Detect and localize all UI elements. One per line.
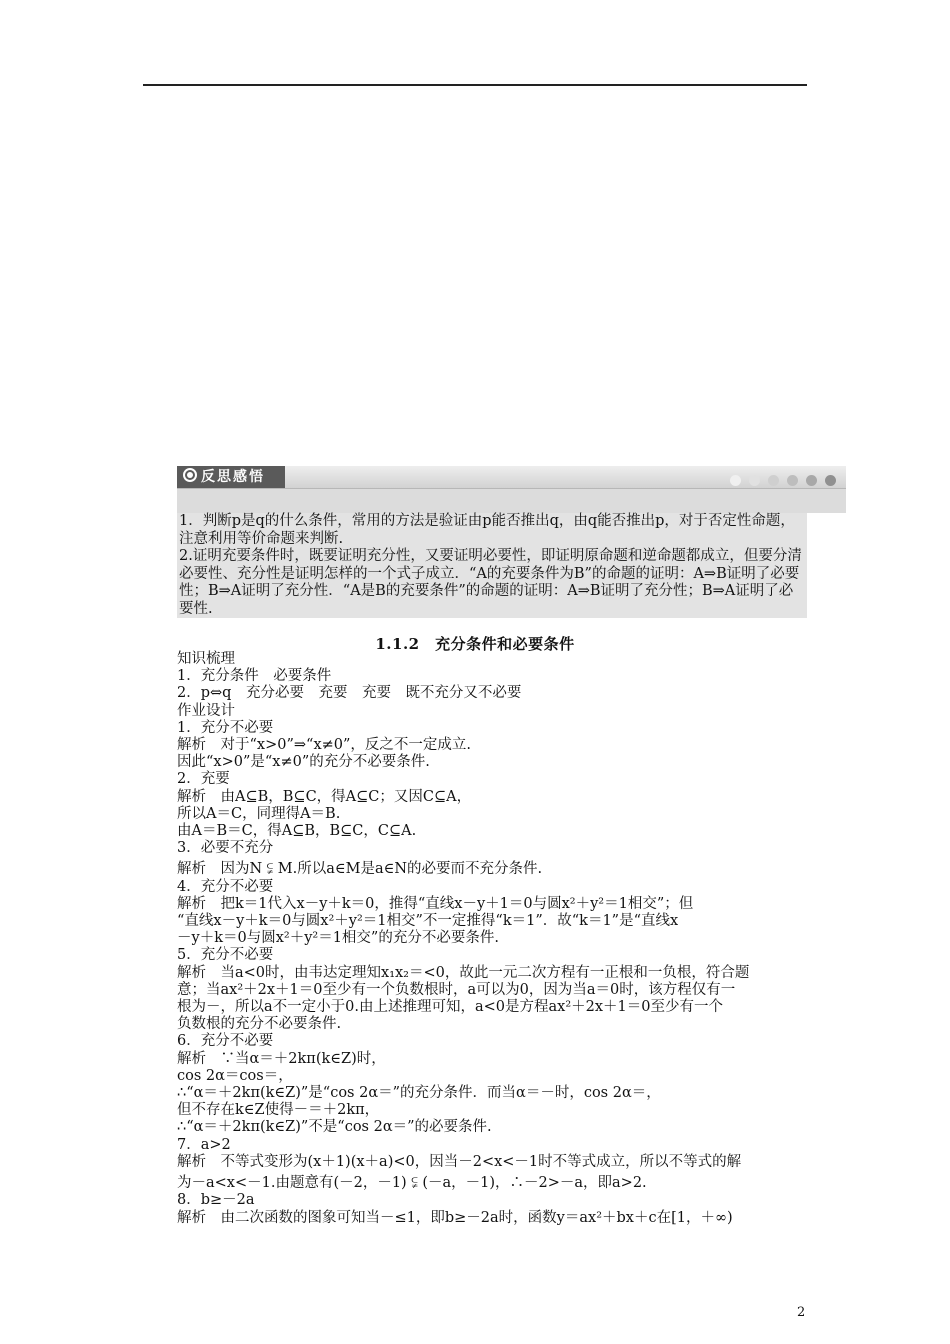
answer-content (177, 651, 807, 1227)
text-line: 解析 不等式变形为(x＋1)(x＋a)<0，因当－2<x<－1时不等式成立，所以不等式的解 (177, 1153, 742, 1170)
text-line: “直线x－y＋k＝0与圆x²＋y²＝1相交”不一定推得“k＝1”．故“k＝1”是“直线x (177, 913, 679, 930)
text-line: 知识梳理 (177, 651, 235, 667)
text-line: 解析 由A⊆B，B⊆C，得A⊆C；又因C⊆A， (177, 788, 472, 805)
dot-icon (749, 475, 760, 486)
reflection-paragraph: 2.证明充要条件时，既要证明充分性，又要证明必要性，即证明原命题和逆命题都成立，但要分清必要性、充分性是证明怎样的一个式子成立．“A的充要条件为B”的命题的证明：A⇒B证明了必要性；B⇒A证明了充分性．“A是B的充要条件”的命题的证明：A⇒B证明了充分性；B⇒A证明了必要性. (177, 548, 807, 618)
text-line: 但不存在k∈Z使得－＝＋2kπ， (177, 1102, 380, 1119)
text-line: 8．b≥－2a (177, 1192, 255, 1209)
text-line: 2．p⇔q 充分必要 充要 充要 既不充分又不必要 (177, 685, 522, 702)
text-line: 解析 当a<0时，由韦达定理知x₁x₂＝<0，故此一元二次方程有一正根和一负根，符合题 (177, 964, 750, 981)
text-line: 1．充分条件 必要条件 (177, 668, 332, 685)
text-line: 解析 把k＝1代入x－y＋k＝0，推得“直线x－y＋1＝0与圆x²＋y²＝1相交”；但 (177, 895, 694, 912)
text-line: 因此“x>0”是“x≠0”的充分不必要条件. (177, 754, 430, 771)
text-line: 3．必要不充分 (177, 840, 274, 857)
text-line: 5．充分不必要 (177, 947, 274, 964)
text-line: ∴“α＝＋2kπ(k∈Z)”不是“cos 2α＝”的必要条件. (177, 1119, 492, 1136)
text-line: 由A＝B＝C，得A⊆B，B⊆C，C⊆A. (177, 823, 417, 840)
reflection-paragraph: 1．判断p是q的什么条件，常用的方法是验证由p能否推出q，由q能否推出p，对于否定性命题，注意利用等价命题来判断. (177, 513, 807, 548)
text-line: 意；当ax²＋2x＋1＝0至少有一个负数根时，a可以为0，因为当a＝0时，该方程仅有一 (177, 981, 736, 998)
text-line: 6．充分不必要 (177, 1033, 274, 1050)
text-line: cos 2α＝cos＝， (177, 1067, 293, 1084)
text-line: 1．充分不必要 (177, 719, 274, 736)
text-line: 解析 对于“x>0”⇒“x≠0”，反之不一定成立. (177, 737, 472, 754)
page-number: 2 (797, 1305, 806, 1320)
text-line: 根为－，所以a不一定小于0.由上述推理可知，a<0是方程ax²＋2x＋1＝0至少有一个 (177, 999, 723, 1016)
dot-icon (768, 475, 779, 486)
reflection-body (177, 513, 807, 618)
text-line: 作业设计 (177, 702, 235, 719)
text-line: 所以A＝C，同理得A＝B. (177, 805, 341, 822)
reflection-header-bar (177, 466, 846, 489)
reflection-title-text: 反思感悟 (201, 469, 265, 485)
dot-icon (806, 475, 817, 486)
dot-icon (730, 475, 741, 486)
text-line: 解析 由二次函数的图象可知当－≤1，即b≥－2a时，函数y＝ax²＋bx＋c在[1，＋∞) (177, 1209, 733, 1226)
text-line: 解析 ∵当α＝＋2kπ(k∈Z)时， (177, 1050, 386, 1067)
text-line: 解析 因为N ⫋ M.所以a∈M是a∈N的必要而不充分条件. (177, 861, 543, 878)
text-line: 2．充要 (177, 771, 230, 788)
dot-icon (825, 475, 836, 486)
dot-icon (787, 475, 798, 486)
reflection-title (177, 466, 285, 488)
text-line: ∴“α＝＋2kπ(k∈Z)”是“cos 2α＝”的充分条件．而当α＝－时，cos 2α＝， (177, 1085, 661, 1102)
text-line: －y＋k＝0与圆x²＋y²＝1相交”的充分不必要条件. (177, 930, 499, 947)
text-line: 4．充分不必要 (177, 878, 274, 895)
reflection-band (177, 489, 846, 513)
decorative-dots (722, 471, 836, 490)
section-title: 1.1.2 充分条件和必要条件 (375, 635, 575, 653)
text-line: 7．a>2 (177, 1136, 231, 1153)
circle-bullet-icon (183, 468, 197, 482)
header-rule (143, 84, 807, 86)
text-line: 负数根的充分不必要条件. (177, 1016, 342, 1033)
text-line: 为－a<x<－1.由题意有(－2，－1) ⫋ (－a，－1)，∴－2>－a，即a>2. (177, 1175, 647, 1192)
